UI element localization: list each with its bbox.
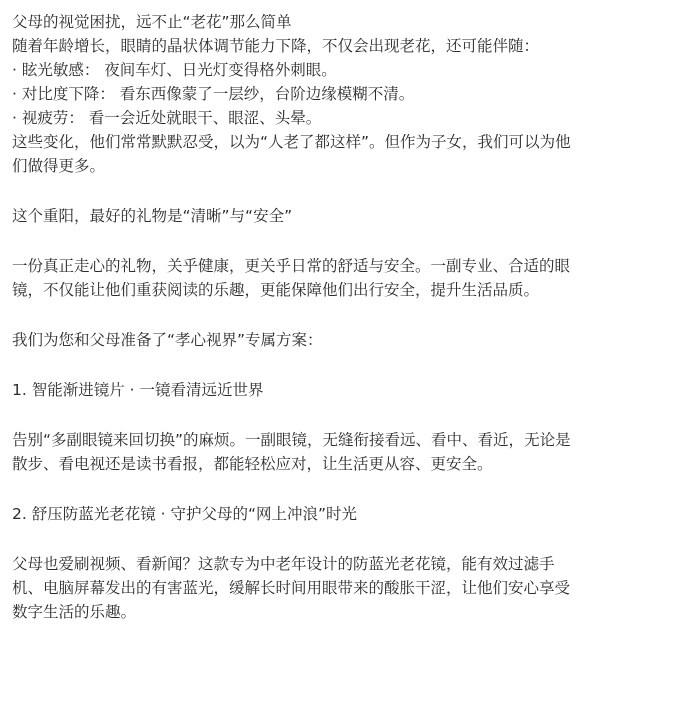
symptom-item: · 眩光敏感： 夜间车灯、日光灯变得格外刺眼。 [12,61,337,79]
spacer [12,352,663,378]
spacer [12,302,663,328]
intro-heading: 父母的视觉困扰，远不止“老花”那么简单 [12,13,292,31]
plan-item-body-line: 父母也爱刷视频、看新闻？这款专为中老年设计的防蓝光老花镜，能有效过滤手 [12,555,555,573]
plan-item-body-line: 散步、看电视还是读书看报，都能轻松应对，让生活更从容、更安全。 [12,455,493,473]
plan-item [12,378,663,476]
plan-item [12,502,663,624]
plan-item-title: 2. 舒压防蓝光老花镜 · 守护父母的“网上冲浪”时光 [12,505,358,523]
gift-body-line: 镜，不仅能让他们重获阅读的乐趣，更能保障他们出行安全，提升生活品质。 [12,281,540,299]
gift-heading: 这个重阳，最好的礼物是“清晰”与“安全” [12,207,293,225]
plan-item-title: 1. 智能渐进镜片 · 一镜看清远近世界 [12,381,264,399]
intro-closing-line: 们做得更多。 [12,157,106,175]
symptom-item: · 对比度下降： 看东西像蒙了一层纱，台阶边缘模糊不清。 [12,85,415,103]
gift-body-line: 一份真正走心的礼物，关乎健康，更关乎日常的舒适与安全。一副专业、合适的眼 [12,257,571,275]
spacer [12,178,663,204]
intro-section [12,10,663,178]
spacer [12,402,663,428]
spacer [12,476,663,502]
spacer [12,228,663,254]
plan-section [12,328,663,624]
plan-item-body-line: 机、电脑屏幕发出的有害蓝光，缓解长时间用眼带来的酸胀干涩，让他们安心享受 [12,579,571,597]
spacer [12,526,663,552]
plan-intro: 我们为您和父母准备了“孝心视界”专属方案： [12,331,323,349]
intro-lead: 随着年龄增长，眼睛的晶状体调节能力下降，不仅会出现老花，还可能伴随： [12,37,540,55]
intro-closing-line: 这些变化，他们常常默默忍受，以为“人老了都这样”。但作为子女，我们可以为他 [12,133,571,151]
gift-section [12,204,663,302]
symptom-item: · 视疲劳： 看一会近处就眼干、眼涩、头晕。 [12,109,322,127]
plan-item-body-line: 数字生活的乐趣。 [12,603,137,621]
plan-item-body-line: 告别“多副眼镜来回切换”的麻烦。一副眼镜，无缝衔接看远、看中、看近，无论是 [12,431,571,449]
